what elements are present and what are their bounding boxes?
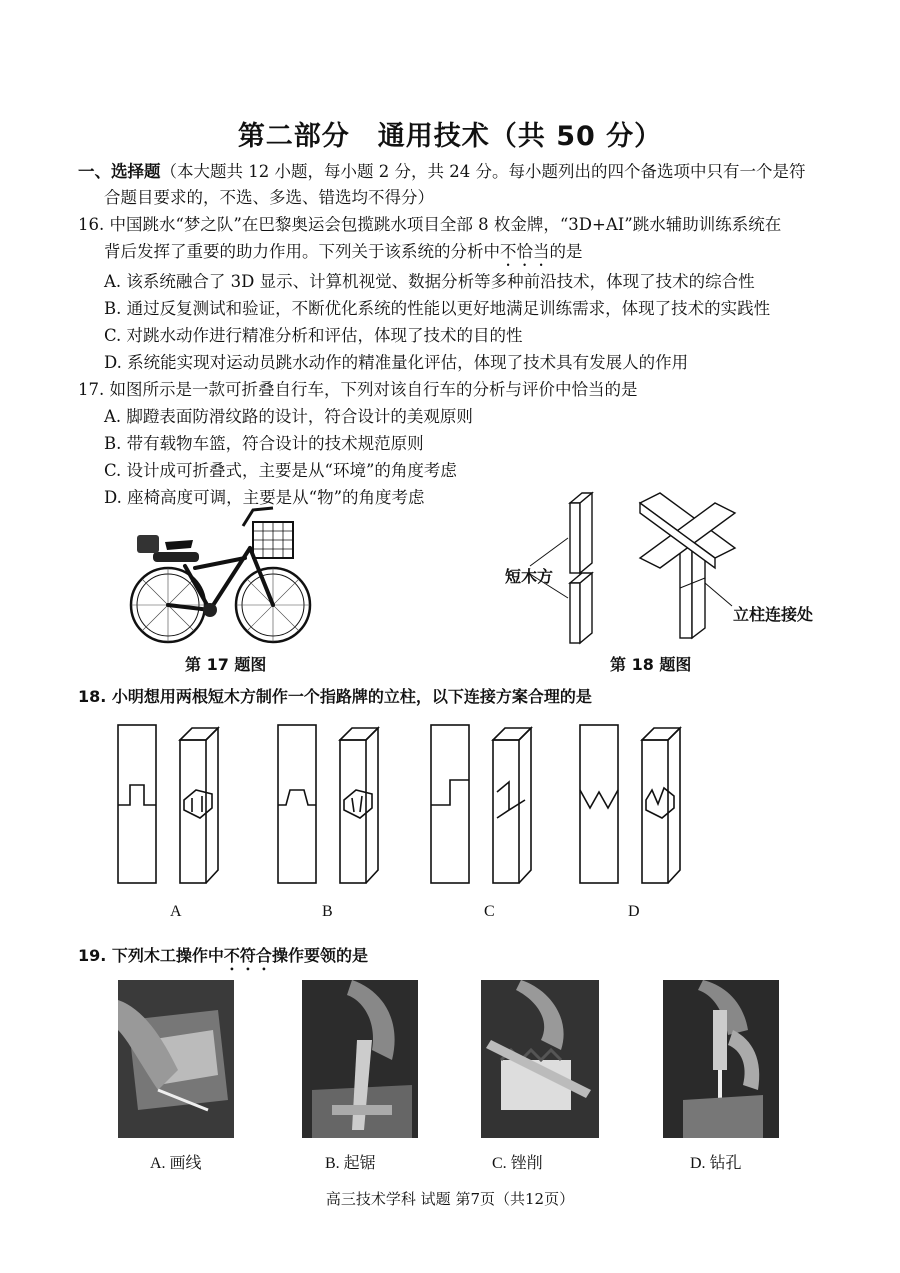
q16-stem-line1: 16. 中国跳水“梦之队”在巴黎奥运会包揽跳水项目全部 8 枚金牌，“3D+AI”跳水辅助训练系统在	[78, 215, 782, 234]
q16-option-b: B. 通过反复测试和验证，不断优化系统的性能以更好地满足训练需求，体现了技术的实践性	[104, 299, 771, 318]
q19-option-c: C. 锉削	[492, 1155, 543, 1172]
photo-marking	[118, 980, 234, 1138]
q18-figure-caption: 第 18 题图	[610, 655, 692, 674]
section-instructions	[78, 158, 805, 182]
instructions-line2: 合题目要求的，不选、多选、错选均不得分）	[104, 188, 434, 207]
q18-option-d-label: D	[628, 903, 640, 920]
q18-option-drawings	[100, 720, 820, 890]
photo-drilling	[663, 980, 779, 1138]
q18-option-a-label: A	[170, 903, 182, 920]
q19-option-d: D. 钻孔	[690, 1155, 742, 1172]
option-b-drawing	[278, 725, 378, 883]
q16-stem-prefix: 背后发挥了重要的助力作用。下列关于该系统的分析中	[104, 242, 500, 261]
q19-emphasis: 不符合	[223, 946, 272, 965]
q16-stem-line2	[104, 238, 583, 270]
bicycle-figure	[125, 500, 315, 650]
q19-stem-prefix: 19. 下列木工操作中	[78, 946, 224, 965]
q17-option-d: D. 座椅高度可调，主要是从“物”的角度考虑	[104, 488, 425, 507]
option-c-drawing	[431, 725, 531, 883]
option-a-drawing	[118, 725, 218, 883]
q17-option-b: B. 带有载物车篮，符合设计的技术规范原则	[104, 434, 424, 453]
section-heading: 一、选择题	[78, 162, 161, 181]
label-short-wood: 短木方	[505, 567, 554, 586]
q17-option-a: A. 脚蹬表面防滑纹路的设计，符合设计的美观原则	[104, 407, 473, 426]
q19-stem	[78, 943, 368, 974]
section-title: 第二部分 通用技术（共 50 分）	[237, 121, 663, 152]
page-footer: 高三技术学科 试题 第7页（共12页）	[325, 1190, 575, 1208]
q16-option-c: C. 对跳水动作进行精准分析和评估，体现了技术的目的性	[104, 326, 523, 345]
label-joint: 立柱连接处	[733, 605, 814, 624]
q19-stem-suffix: 操作要领的是	[271, 946, 368, 965]
q16-emphasis: 不恰当	[500, 242, 550, 261]
q19-option-b: B. 起锯	[325, 1155, 376, 1172]
photo-starting-saw	[302, 980, 418, 1138]
q18-option-b-label: B	[322, 903, 333, 920]
q16-option-d: D. 系统能实现对运动员跳水动作的精准量化评估，体现了技术具有发展人的作用	[104, 353, 689, 372]
q17-stem: 17. 如图所示是一款可折叠自行车，下列对该自行车的分析与评价中恰当的是	[78, 380, 638, 399]
q16-stem-suffix: 的是	[549, 242, 583, 261]
photo-filing	[481, 980, 599, 1138]
q17-figure-caption: 第 17 题图	[185, 655, 267, 674]
option-d-drawing	[580, 725, 680, 883]
q18-option-c-label: C	[484, 903, 495, 920]
q18-stem: 18. 小明想用两根短木方制作一个指路牌的立柱，以下连接方案合理的是	[78, 687, 592, 706]
q16-option-a: A. 该系统融合了 3D 显示、计算机视觉、数据分析等多种前沿技术，体现了技术的综合性	[104, 272, 755, 291]
q17-option-c: C. 设计成可折叠式，主要是从“环境”的角度考虑	[104, 461, 457, 480]
q19-option-a: A. 画线	[150, 1155, 202, 1172]
instructions-line1: （本大题共 12 小题，每小题 2 分，共 24 分。每小题列出的四个备选项中只有一个是符	[160, 162, 806, 181]
